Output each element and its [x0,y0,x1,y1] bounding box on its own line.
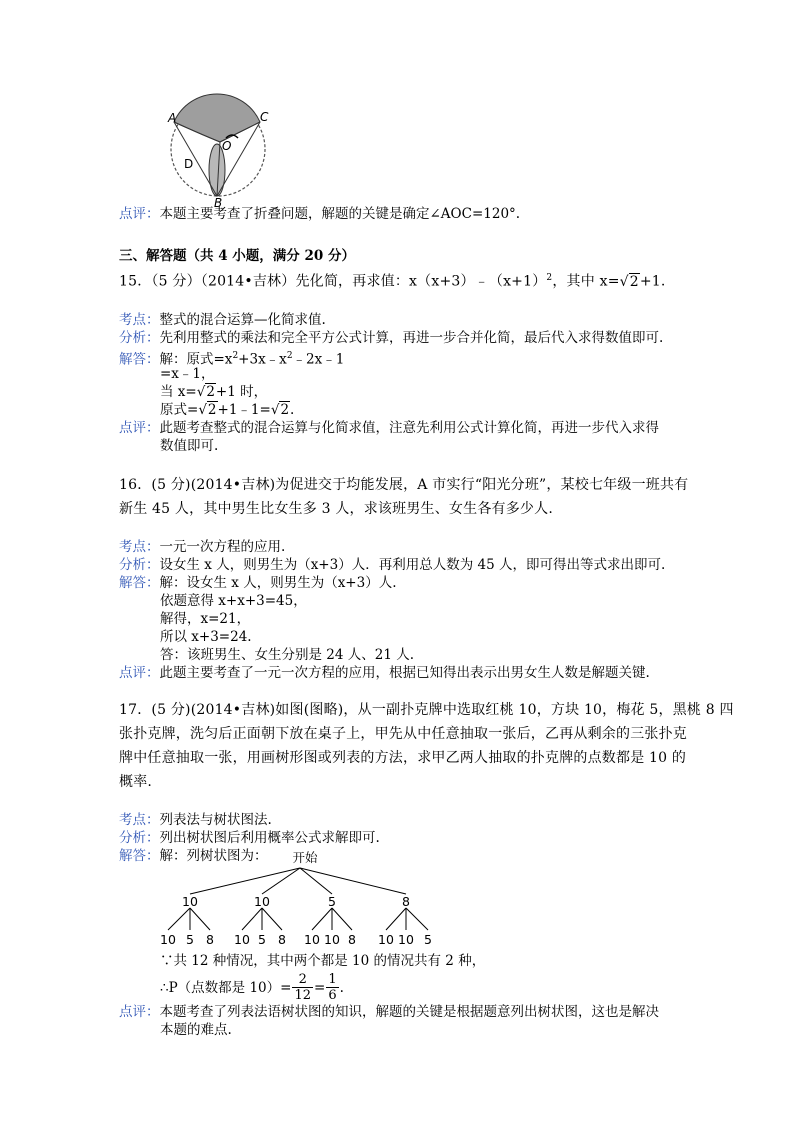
q17-kaodian [119,812,272,828]
q16-jieda-2: 依题意得 x+x+3=45， [160,593,307,609]
tree-diagram [150,846,450,952]
kaodian-text: 一元一次方程的应用. [159,539,286,555]
q16-jieda-3: 解得，x=21， [160,611,251,627]
denominator: 6 [328,988,337,1003]
radicand: 2 [629,273,639,290]
label-a: A [168,111,177,125]
kaodian-tag: 考点： [119,539,160,555]
tree-node-l2: 5 [424,932,432,947]
q15-jieda [119,348,344,368]
label-b: B [214,196,223,208]
dianping-text: 此题考查整式的混合运算与化简求值，注意先利用公式计算化简，再进一步代入求得 [159,420,659,436]
label-d: D [184,157,194,171]
numerator: 2 [298,972,307,987]
fenxi-text: 设女生 x 人，则男生为（x+3）人．再利用总人数为 45 人，即可得出等式求出即可. [159,557,666,573]
kaodian-text: 整式的混合运算—化简求值. [159,312,326,328]
fenxi-text: 列出树状图后利用概率公式求解即可. [159,830,380,846]
radicand: 2 [207,402,217,418]
jieda-tag: 解答： [119,575,160,591]
tree-node-l2: 10 [304,932,320,947]
q17-since: ∵共 12 种情况，其中两个都是 10 的情况共有 2 种， [160,953,486,969]
equals-sign: = [314,979,326,996]
tree-node-l2: 10 [160,932,176,947]
sqrt: √2 [619,273,639,290]
exponent: 2 [286,351,293,361]
jieda-text: 解：设女生 x 人，则男生为（x+3）人. [159,575,397,591]
q16-kaodian [119,539,285,555]
tree-node-l2: 8 [206,932,214,947]
q17-stem-2: 张扑克牌，洗匀后正面朝下放在桌子上，甲先从中任意抽取一张后，乙再从剩余的三张扑克 [119,726,687,742]
q15-line4 [160,402,294,418]
q15-line2: =x﹣1， [160,366,215,382]
period: . [339,979,344,996]
denominator: 12 [294,988,312,1003]
dianping-text: 本题主要考查了折叠问题，解题的关键是确定∠AOC=120°. [159,206,521,222]
q15-stem-text-3: +1. [639,273,666,290]
q15-stem-text-2: ，其中 x= [552,273,620,290]
tree-node-l2: 10 [324,932,340,947]
tree-node-l2: 5 [258,932,266,947]
q16-jieda-4: 所以 x+3=24. [160,629,252,645]
jieda-line1: 解：原式=x [159,351,233,368]
q15-dianping [119,420,659,436]
tree-node-l2: 5 [186,932,194,947]
fenxi-text: 先利用整式的乘法和完全平方公式计算，再进一步合并化简，最后代入求得数值即可. [159,330,664,346]
fenxi-tag: 分析： [119,830,160,846]
q15-kaodian [119,312,326,328]
tree-node-l2: 10 [234,932,250,947]
exponent: 2 [546,273,553,283]
q17-dianping [119,1004,659,1020]
q16-stem-2: 新生 45 人，其中男生比女生多 3 人，求该班男生、女生各有多少人. [119,501,553,517]
q14-comment [119,206,520,222]
kaodian-text: 列表法与树状图法. [159,812,272,828]
dianping-tag: 点评： [119,1004,160,1020]
label-o: O [222,139,232,153]
q17-fenxi [119,830,380,846]
tree-node-l2: 10 [378,932,394,947]
dianping-tag: 点评： [119,420,160,436]
q16-jieda-5: 答：该班男生、女生分别是 24 人、21 人. [160,647,415,663]
line4-a: 原式= [160,402,199,418]
q15-stem [119,270,666,290]
fraction-1-6 [326,972,338,1003]
jieda-line1-b: +3x﹣x [238,351,287,368]
fenxi-tag: 分析： [119,330,160,346]
sqrt: √2 [196,384,215,400]
dianping-text: 此题主要考查了一元一次方程的应用，根据已知得出表示出男女生人数是解题关键. [159,665,650,681]
dianping-text: 本题考查了列表法语树状图的知识，解题的关键是根据题意列出树状图，这也是解决 [159,1004,659,1020]
line4-b: +1﹣1= [217,402,271,418]
jieda-text: 解：列树状图为： [159,848,268,864]
tree-node-l2: 8 [278,932,286,947]
kaodian-tag: 考点： [119,312,160,328]
dianping-tag: 点评： [119,206,160,222]
q15-stem-text: 15．（5 分）（2014•吉林）先化简，再求值：x（x+3）﹣（x+1） [119,273,547,290]
section-heading: 三、解答题（共 4 小题，满分 20 分） [119,248,355,264]
circle-figure [160,92,272,208]
exponent: 2 [232,351,239,361]
numerator: 1 [328,972,337,987]
tree-root: 开始 [292,850,318,865]
q17-stem-4: 概率. [119,774,153,790]
q16-jieda [119,575,397,591]
tree-node-l1: 10 [254,894,270,909]
jieda-tag: 解答： [119,351,160,368]
fenxi-tag: 分析： [119,557,160,573]
sqrt: √2 [270,402,290,418]
q17-probability [160,972,344,1003]
probability-label: ∴P（点数都是 10）= [160,979,292,996]
tree-node-l1: 10 [182,894,198,909]
tree-node-l2: 10 [398,932,414,947]
shaded-cap [174,94,260,142]
line4-c: . [290,402,295,418]
radicand: 2 [280,402,290,418]
q15-fenxi [119,330,663,346]
q15-dianping-2: 数值即可. [160,438,219,454]
kaodian-tag: 考点： [119,812,160,828]
radicand: 2 [206,384,215,400]
tree-node-l2: 8 [348,932,356,947]
q17-stem-1: 17．(5 分)(2014•吉林)如图(图略)，从一副扑克牌中选取红桃 10，方块 10，梅花 5，黑桃 8 四 [119,702,734,718]
q16-fenxi [119,557,665,573]
jieda-tag: 解答： [119,848,160,864]
q16-stem-1: 16．(5 分)(2014•吉林)为促进交于均能发展，A 市实行“阳光分班”，某校七年级一班共有 [119,477,689,493]
label-c: C [260,110,269,124]
q17-dianping-2: 本题的难点. [160,1022,232,1038]
tree-node-l1: 8 [402,894,410,909]
q15-line3 [160,384,267,400]
sqrt: √2 [198,402,217,418]
fraction-2-12 [292,972,313,1003]
line3-a: 当 x= [160,384,197,400]
q16-dianping [119,665,650,681]
q17-stem-3: 牌中任意抽取一张，用画树形图或列表的方法，求甲乙两人抽取的扑克牌的点数都是 10 的 [119,750,687,766]
dianping-tag: 点评： [119,665,160,681]
tree-node-l1: 5 [328,894,336,909]
jieda-line1-c: ﹣2x﹣1 [292,351,345,368]
line3-b: +1 时， [215,384,268,400]
